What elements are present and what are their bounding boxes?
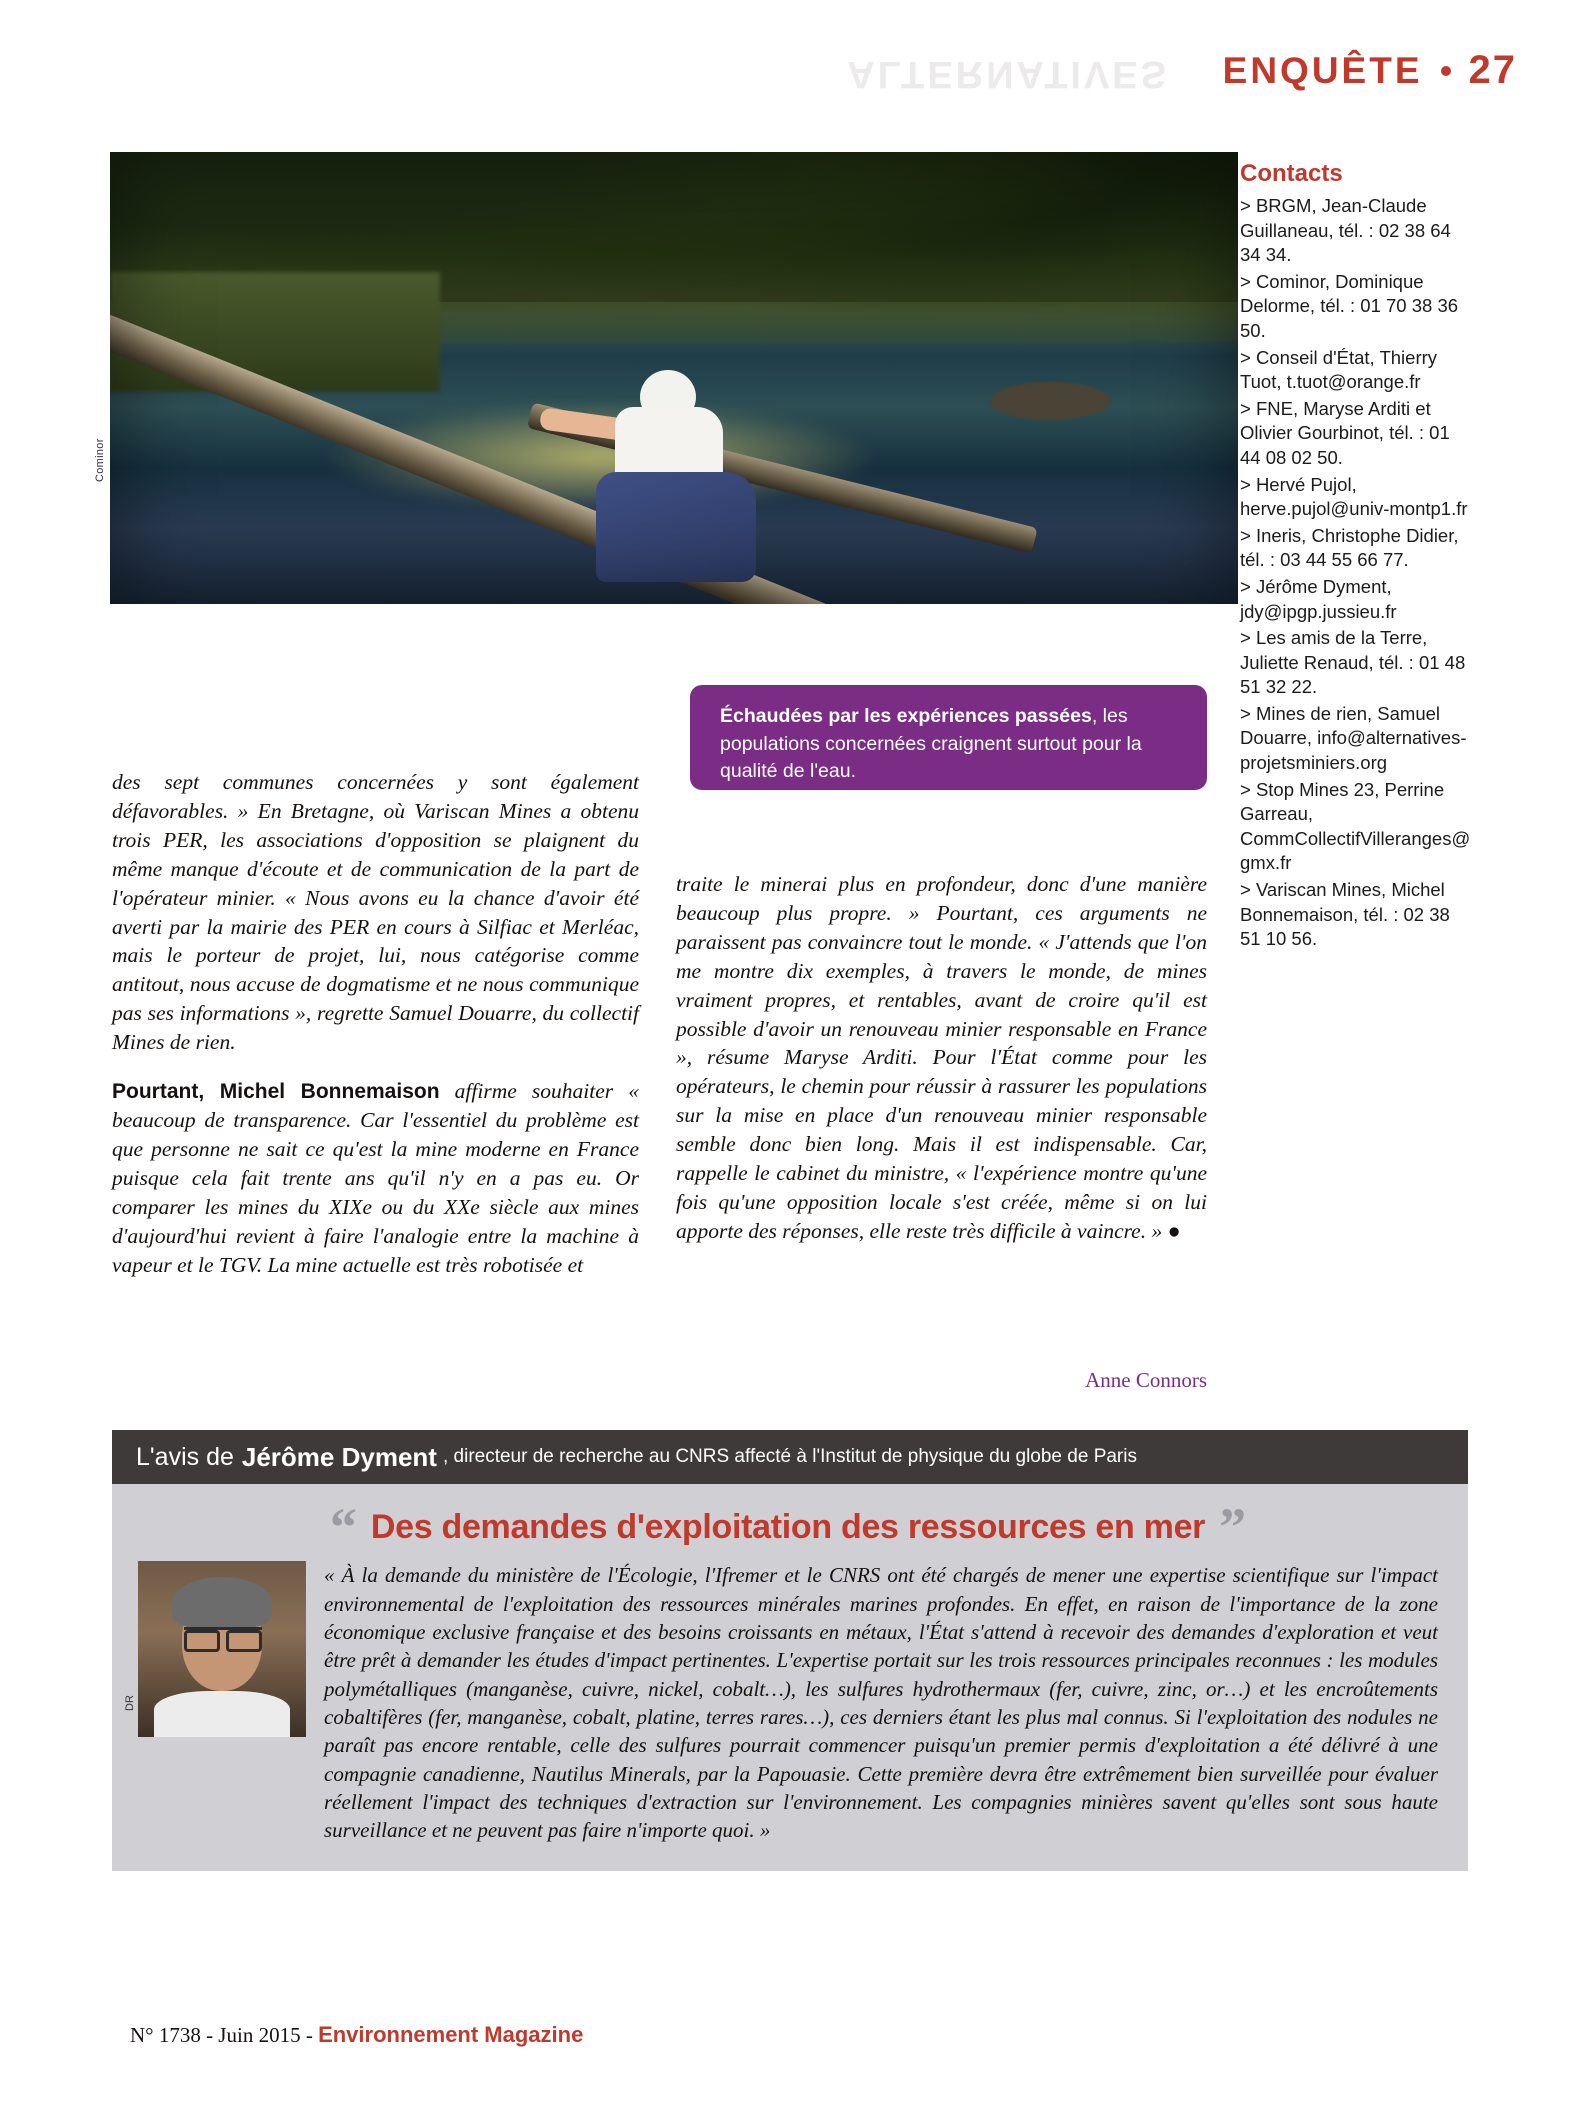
photo-caption-box — [690, 685, 1207, 790]
page-number: 27 — [1468, 48, 1517, 92]
photo-caption-rest: , les populations concernées craignent surtout pour la qualité de l'eau. — [720, 705, 1142, 783]
quote-open-icon: “ — [329, 1497, 357, 1557]
photo-credit: Cominor — [94, 438, 106, 482]
article-col1-paragraph-2-text: affirme souhaiter « beaucoup de transparence. Car l'essentiel du problème est que personne ne sait ce qu'est la mine moderne en France puisque cela fait trente ans qu'il n'y en a pas eu. Or comparer les mines du XIXe ou du XXe siècle aux mines d'aujourd'hui revient à faire l'analogie entre la machine à vapeur et le TGV. La mine actuelle est très robotisée et — [112, 1079, 639, 1277]
expert-opinion-block — [112, 1430, 1468, 1871]
expert-opinion-content — [124, 1561, 1438, 1844]
contact-entry: > Variscan Mines, Michel Bonnemaison, tél. : 02 38 51 10 56. — [1240, 879, 1450, 950]
lead-photo — [94, 152, 1238, 604]
expert-opinion-name: Jérôme Dyment — [241, 1441, 437, 1472]
expert-opinion-text: « À la demande du ministère de l'Écologie, l'Ifremer et le CNRS ont été chargés de mener une expertise scientifique sur l'impact environnemental de l'exploitation des ressources minérales marines profondes. En effet, en raison de l'importance de la zone économique exclusive française et des besoins croissants en métaux, l'État s'attend à recevoir des demandes d'exploration et veut être prêt à demander les études d'impact pertinentes. L'expertise portait sur les trois ressources principales reconnues : les modules polymétalliques (manganèse, cuivre, nickel, cobalt…), les sulfures hydrothermaux (fer, cuivre, zinc, or…) et les encroûtements cobaltifères (fer, manganèse, cobalt, platine, terres rares…), ces derniers étant les plus mal connus. Si l'exploitation des nodules ne paraît pas encore rentable, celle des sulfures pourrait commencer puisqu'un premier permis d'exploitation a été délivré à une compagnie canadienne, Nautilus Minerals, par la Papouasie. Cette première devra être extrêmement bien surveillée pour évaluer réellement l'impact des techniques d'extraction sur l'environnement. Les compagnies minières savent qu'elles sont sous haute surveillance et ne peuvent pas faire n'importe quoi. » — [324, 1563, 1438, 1843]
article-col2-paragraph-1: traite le minerai plus en profondeur, donc d'une manière beaucoup plus propre. » Pourtant, ces arguments ne paraissent pas convaincre tout le monde. « J'attends que l'on me montre dix exemples, à travers le monde, de mines vraiment propres, et rentables, avant de croire qu'il est possible d'avoir un renouveau minier responsable en France », résume Maryse Arditi. Pour l'État comme pour les opérateurs, le chemin pour réussir à rassurer les populations sur la mise en place d'un renouveau minier responsable semble donc bien long. Mais il est indispensable. Car, rappelle le cabinet du ministre, « l'expérience montre qu'une fois qu'une opposition locale s'est créée, même si on lui apporte des réponses, elle reste très difficile à vaincre. » ● — [676, 872, 1207, 1243]
expert-portrait — [138, 1561, 306, 1737]
portrait-hair — [172, 1577, 272, 1629]
contact-entry: > Cominor, Dominique Delorme, tél. : 01 70 38 36 50. — [1240, 270, 1459, 341]
contact-entry: > Mines de rien, Samuel Douarre, info@alternatives-projetsminiers.org — [1240, 702, 1467, 774]
footer-magazine-name: Environnement Magazine — [318, 2022, 584, 2047]
portrait-credit: DR — [124, 1695, 136, 1712]
contact-entry: > Ineris, Christophe Didier, tél. : 03 44 55 66 77. — [1240, 524, 1459, 571]
expert-opinion-role: , directeur de recherche au CNRS affecté à l'Institut de physique du globe de Paris — [442, 1446, 1137, 1467]
photo-vignette — [110, 152, 1238, 604]
glasses-icon — [184, 1627, 262, 1646]
separator-dot-icon — [1441, 66, 1451, 76]
page-footer — [130, 2022, 583, 2048]
article-column-1 — [112, 768, 639, 1280]
article-byline: Anne Connors — [1085, 1368, 1207, 1392]
quote-close-icon: ” — [1219, 1497, 1247, 1557]
contact-entry: > Hervé Pujol, herve.pujol@univ-montp1.fr — [1240, 473, 1468, 520]
portrait-shirt — [154, 1691, 290, 1737]
photo-image — [110, 152, 1238, 604]
contact-entry: > BRGM, Jean-Claude Guillaneau, tél. : 02 38 64 34 34. — [1240, 195, 1451, 266]
contact-entry: > Conseil d'État, Thierry Tuot, t.tuot@orange.fr — [1240, 346, 1438, 393]
expert-opinion-prefix: L'avis de — [136, 1442, 234, 1471]
contact-entry: > Stop Mines 23, Perrine Garreau, CommCollectifVilleranges@gmx.fr — [1240, 778, 1471, 874]
contact-entry: > FNE, Maryse Arditi et Olivier Gourbinot, tél. : 01 44 08 02 50. — [1240, 397, 1450, 468]
article-col1-paragraph-1: des sept communes concernées y sont également défavorables. » En Bretagne, où Variscan Mines a obtenu trois PER, les associations d'opposition se plaignent du même manque d'écoute et de communication de la part de l'opérateur minier. « Nous avons eu la chance d'avoir été averti par la mairie des PER en cours à Silfiac et Merléac, mais le porteur de projet, lui, nous catégorise comme antitout, nous accuse de dogmatisme et ne nous communique pas ses informations », regrette Samuel Douarre, du collectif Mines de rien. — [112, 770, 639, 1055]
contacts-title: Contacts — [1240, 160, 1343, 187]
expert-opinion-title: Des demandes d'exploitation des ressources en mer — [370, 1508, 1206, 1547]
section-title: ENQUÊTE — [1222, 49, 1423, 91]
expert-portrait-wrap — [124, 1561, 306, 1737]
contact-entry: > Jérôme Dyment, jdy@ipgp.jussieu.fr — [1240, 575, 1397, 622]
contacts-sidebar — [1240, 160, 1472, 954]
article-column-2 — [676, 870, 1207, 1246]
expert-opinion-title-row — [138, 1497, 1438, 1557]
ghost-title-text: ALTERNATIVES — [847, 53, 1169, 95]
photo-caption-bold: Échaudées par les expériences passées — [720, 705, 1092, 727]
page-header — [1223, 48, 1517, 93]
paragraph-spacer — [112, 1057, 639, 1077]
article-lead-name: Pourtant, Michel Bonnemaison — [112, 1080, 440, 1104]
expert-opinion-header — [112, 1430, 1468, 1484]
article-col1-paragraph-2 — [112, 1077, 639, 1280]
contact-entry: > Les amis de la Terre, Juliette Renaud, tél. : 01 48 51 32 22. — [1240, 627, 1466, 698]
footer-issue: N° 1738 - Juin 2015 - — [130, 2023, 319, 2047]
expert-opinion-body — [112, 1484, 1468, 1871]
